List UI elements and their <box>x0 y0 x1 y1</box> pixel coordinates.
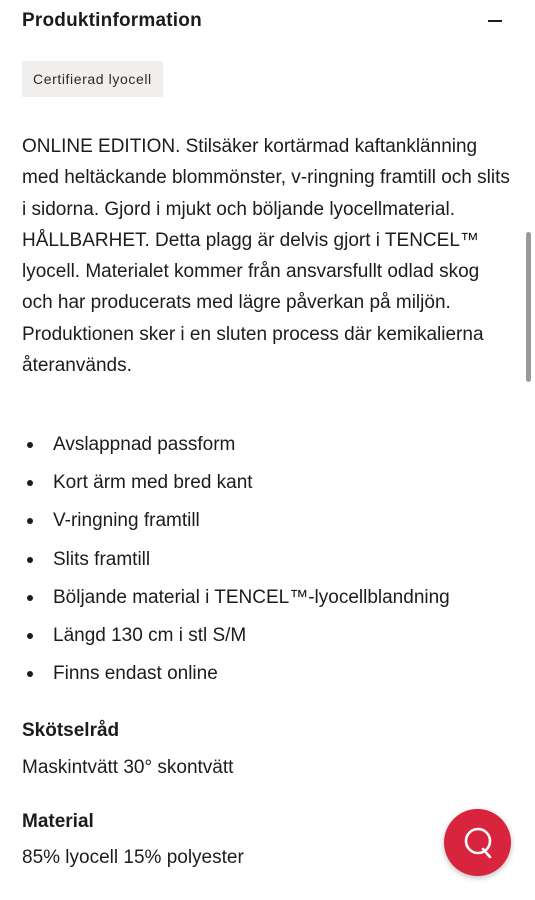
material-title: Material <box>22 811 94 832</box>
care-title: Skötselråd <box>22 720 120 741</box>
material-text: 85% lyocell 15% polyester <box>22 847 244 868</box>
bullet-icon <box>27 595 33 601</box>
feature-text: Böljande material i TENCEL™-lyocellblandning <box>53 586 450 608</box>
bullet-icon <box>27 480 33 486</box>
list-item <box>22 579 450 617</box>
list-item <box>22 541 450 579</box>
bullet-icon <box>27 518 33 524</box>
chat-q-icon <box>460 824 496 862</box>
bullet-icon <box>27 633 33 639</box>
feature-text: Avslappnad passform <box>53 434 236 455</box>
feature-text: V-ringning framtill <box>53 510 200 532</box>
feature-text: Slits framtill <box>53 548 151 570</box>
certification-badge: Certifierad lyocell <box>22 61 163 97</box>
feature-text: Finns endast online <box>53 663 218 685</box>
feature-list <box>22 426 450 693</box>
list-item <box>22 617 450 655</box>
bullet-icon <box>27 671 33 677</box>
list-item <box>22 655 450 693</box>
section-title-product-info: Produktinformation <box>22 10 202 31</box>
product-description: ONLINE EDITION. Stilsäker kortärmad kaftanklänning med heltäckande blommönster, v-ringning framtill och slits i sidorna. Gjord i mjukt och böljande lyocellmaterial. HÅLLBARHET. Detta plagg är delvis gjort i TENCEL™ lyocell. Materialet kommer från ansvarsfullt odlad skog och har producerats med lägre påverkan på miljön. Produktionen sker i en sluten process där kemikalierna återanvänds. <box>22 136 510 377</box>
bullet-icon <box>27 442 33 448</box>
minus-icon[interactable] <box>483 10 505 32</box>
product-info-header[interactable] <box>22 4 505 38</box>
list-item <box>22 502 450 540</box>
feature-text: Längd 130 cm i stl S/M <box>53 624 247 646</box>
feature-text: Kort ärm med bred kant <box>53 472 253 494</box>
list-item <box>22 464 450 502</box>
list-item <box>22 426 450 464</box>
scrollbar[interactable] <box>526 232 531 382</box>
bullet-icon <box>27 557 33 563</box>
chat-button[interactable] <box>444 809 511 876</box>
care-text: Maskintvätt 30° skontvätt <box>22 757 234 778</box>
